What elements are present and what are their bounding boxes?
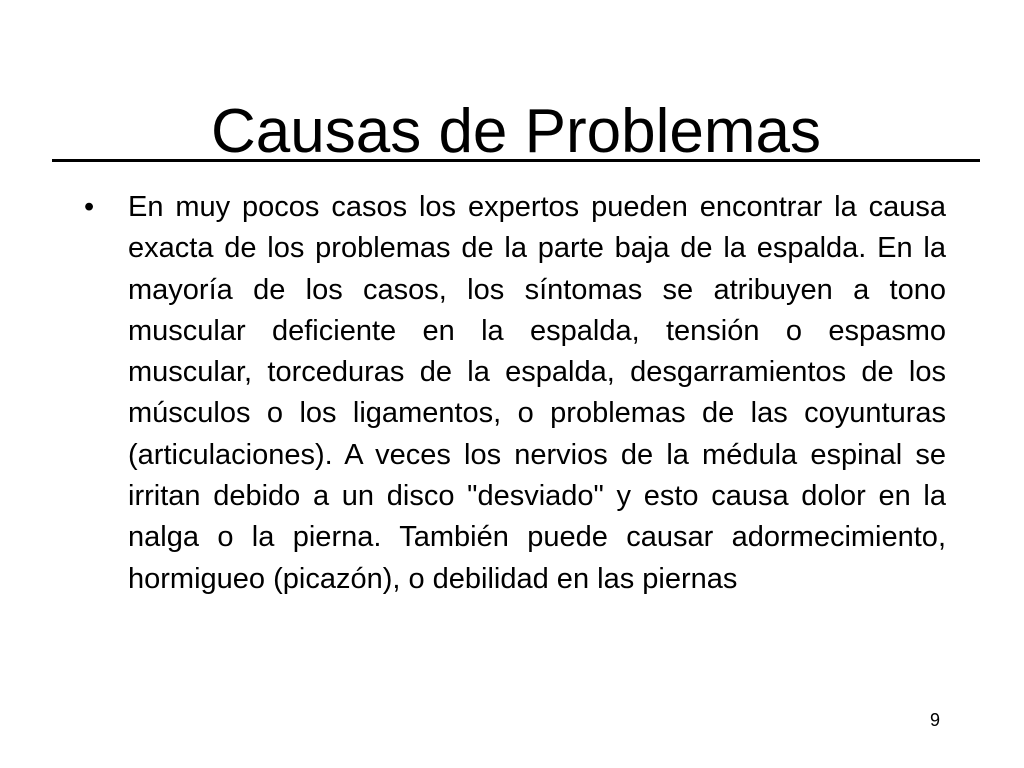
bullet-item bbox=[80, 187, 946, 600]
title-underline bbox=[52, 159, 980, 162]
slide-number: 9 bbox=[929, 710, 940, 730]
slide-title: Causas de Problemas bbox=[211, 97, 821, 166]
bullet-text: En muy pocos casos los expertos pueden encontrar la causa exacta de los problemas de la parte baja de la espalda. En la mayoría de los casos, los síntomas se atribuyen a tono muscular deficiente en la espalda, tensión o espasmo muscular, torceduras de la espalda, desgarramientos de los músculos o los ligamentos, o problemas de las coyunturas (articulaciones). A veces los nervios de la médula espinal se irritan debido a un disco "desviado" y esto causa dolor en la nalga o la pierna. También puede causar adormecimiento, hormigueo (picazón), o debilidad en las piernas bbox=[128, 191, 946, 595]
bullet-marker: • bbox=[84, 191, 95, 223]
bullet-list bbox=[80, 187, 946, 600]
